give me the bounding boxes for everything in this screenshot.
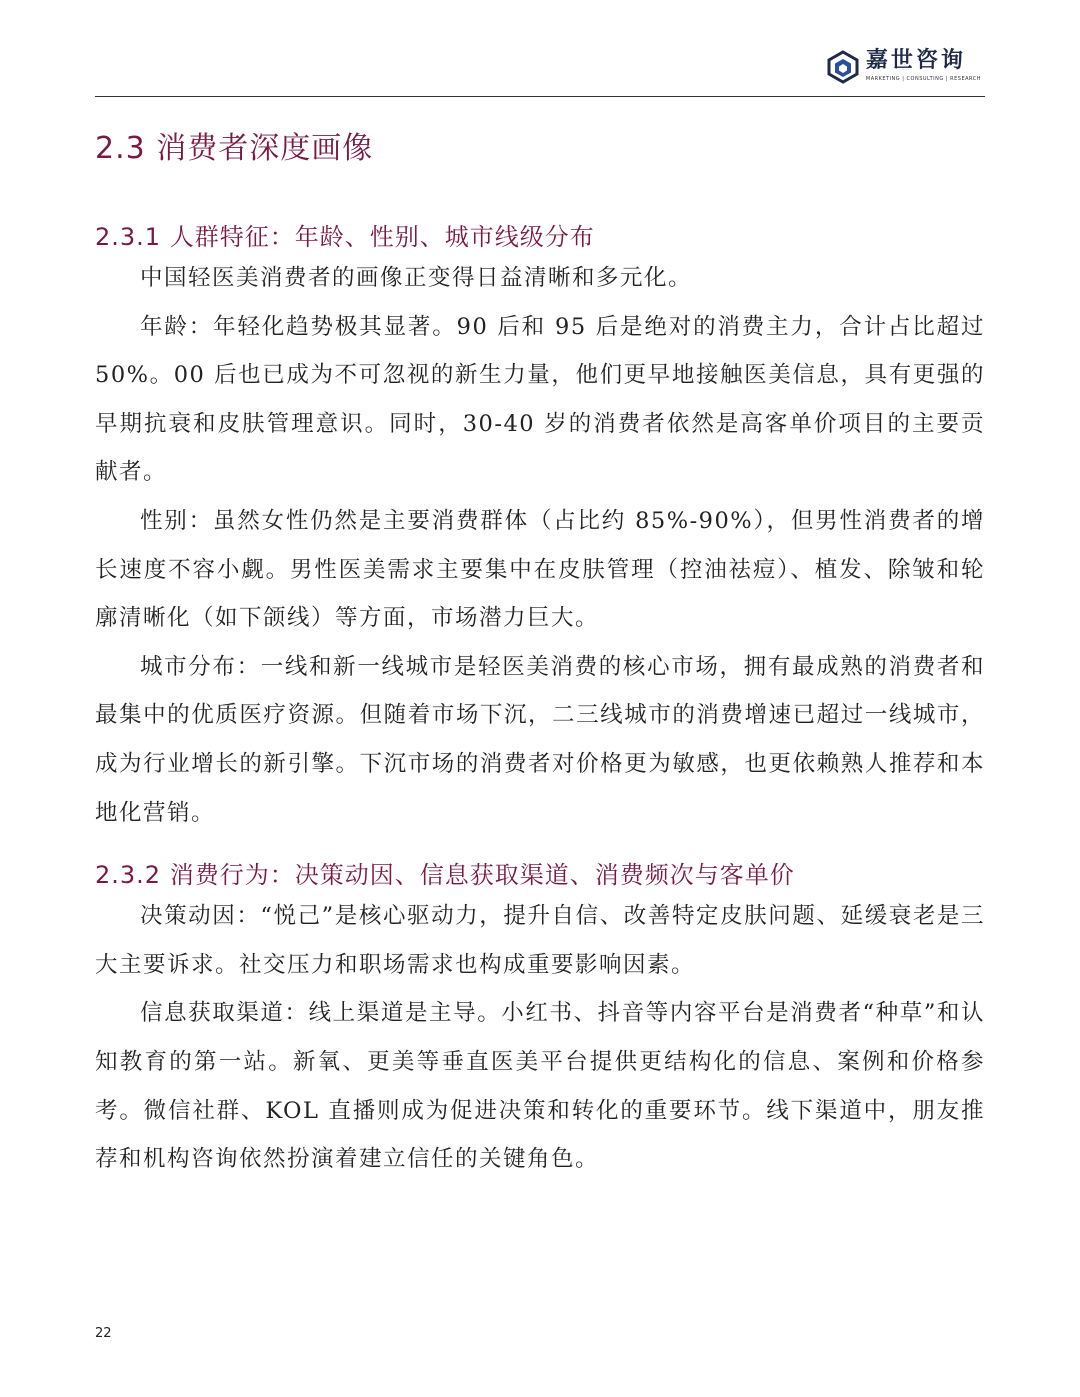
subsection-title-2-3-1: 2.3.1 人群特征：年龄、性别、城市线级分布 — [95, 223, 595, 251]
logo-name: 嘉世咨询 — [865, 48, 966, 73]
page-header — [95, 40, 985, 97]
paragraph-intro: 中国轻医美消费者的画像正变得日益清晰和多元化。 — [140, 265, 693, 291]
paragraph-city: 城市分布：一线和新一线城市是轻医美消费的核心市场，拥有最成熟的消费者和最集中的优质医疗资源。但随着市场下沉，二三线城市的消费增速已超过一线城市，成为行业增长的新引擎。下沉市场的消费者对价格更为敏感，也更依赖熟人推荐和本地化营销。 — [95, 653, 985, 826]
page-number: 22 — [95, 1326, 112, 1341]
paragraph-age: 年龄：年轻化趋势极其显著。90 后和 95 后是绝对的消费主力，合计占比超过 50%。00 后也已成为不可忽视的新生力量，他们更早地接触医美信息，具有更强的早期抗衰和皮肤管理意识。同时，30-40 岁的消费者依然是高客单价项目的主要贡献者。 — [95, 313, 985, 486]
company-logo — [826, 48, 981, 92]
page-content — [95, 96, 985, 1184]
subsection-title-2-3-2: 2.3.2 消费行为：决策动因、信息获取渠道、消费频次与客单价 — [95, 861, 795, 890]
paragraph-gender: 性别：虽然女性仍然是主要消费群体（占比约 85%-90%），但男性消费者的增长速度不容小觑。男性医美需求主要集中在皮肤管理（控油祛痘）、植发、除皱和轮廓清晰化（如下颌线）等方面，市场潜力巨大。 — [95, 507, 985, 632]
logo-tagline: MARKETING | CONSULTING | RESEARCH — [865, 76, 981, 82]
section-title: 2.3 消费者深度画像 — [95, 131, 374, 166]
paragraph-decision-drivers: 决策动因：“悦己”是核心驱动力，提升自信、改善特定皮肤问题、延缓衰老是三大主要诉求。社交压力和职场需求也构成重要影响因素。 — [95, 903, 985, 978]
paragraph-info-channels: 信息获取渠道：线上渠道是主导。小红书、抖音等内容平台是消费者“种草”和认知教育的第一站。新氧、更美等垂直医美平台提供更结构化的信息、案例和价格参考。微信社群、KOL 直播则成为促进决策和转化的重要环节。线下渠道中，朋友推荐和机构咨询依然扮演着建立信任的关键角色。 — [95, 1000, 985, 1173]
logo-mark-icon — [826, 50, 860, 84]
